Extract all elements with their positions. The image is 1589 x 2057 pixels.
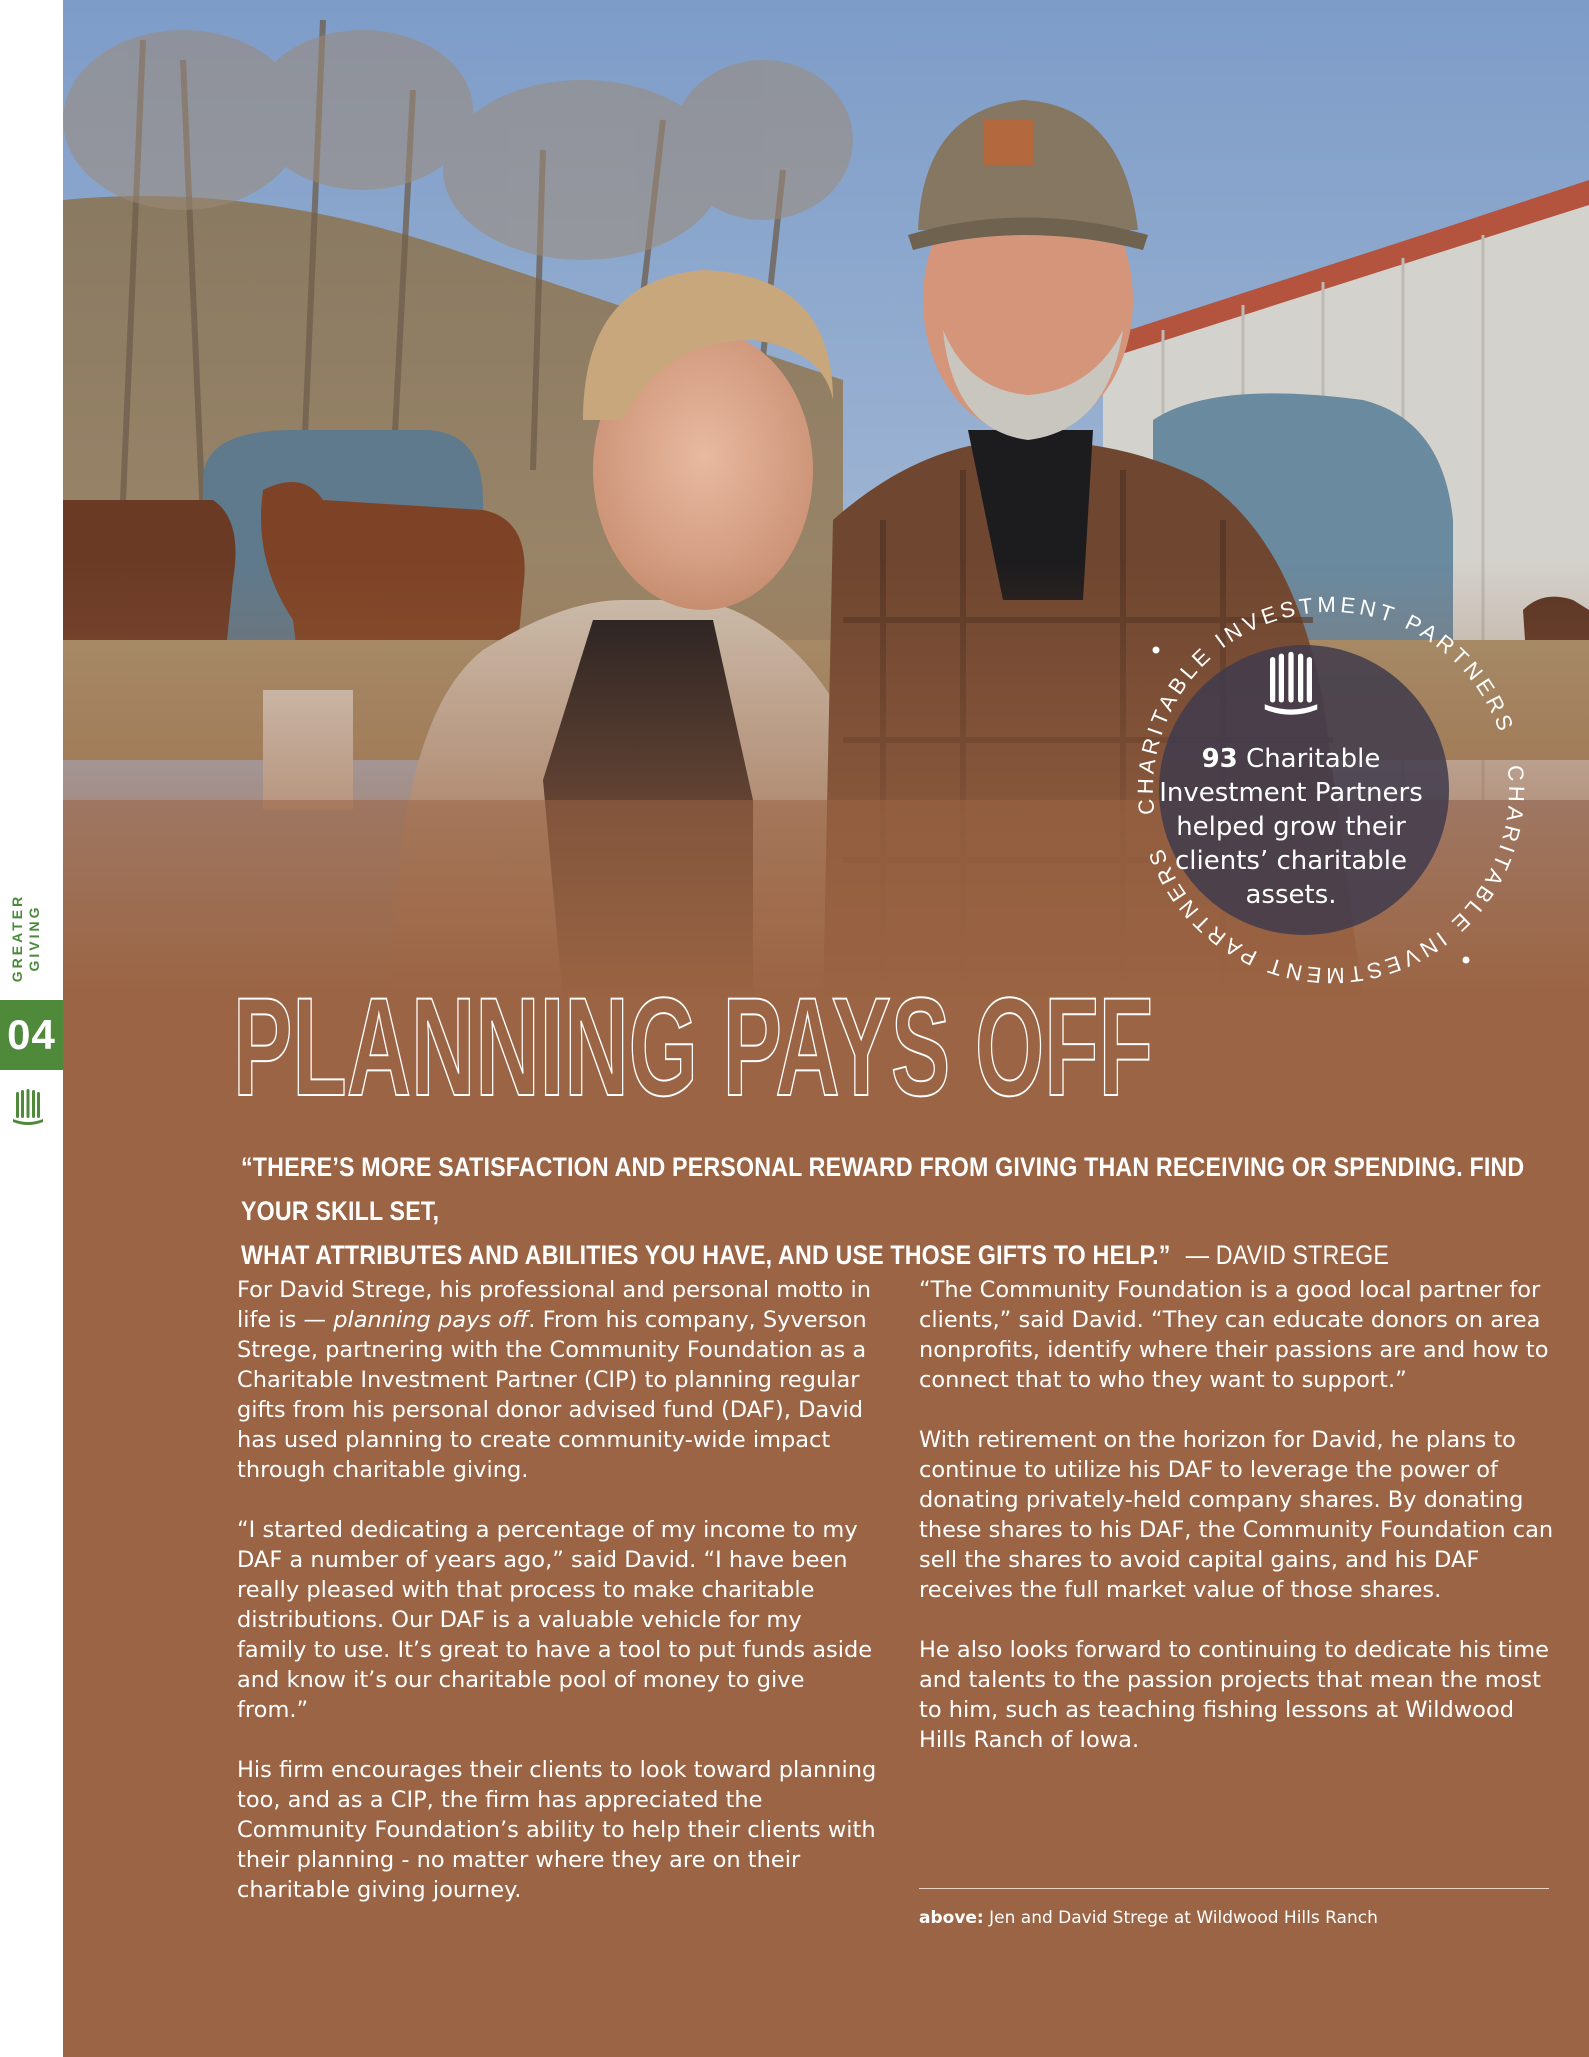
paragraph: His firm encourages their clients to look toward planning too, and as a CIP, the firm has appreciated the Community Foundation’s ability to help their clients with their planning - no matter where they are on their charitable giving journey. <box>237 1757 877 1903</box>
section-label-line1: GREATER <box>9 893 26 982</box>
foundation-columns-icon <box>12 1088 44 1128</box>
paragraph: For David Strege, his professional and personal motto in life is — planning pays off. From his company, Syverson Strege, partnering with the Community Foundation as a Charitable Investment Partner (CIP) to planning regular gifts from his personal donor advised fund (DAF), David has used planning to create community-wide impact through charitable giving. <box>237 1277 871 1483</box>
quote-attribution: — DAVID STREGE <box>1185 1240 1390 1270</box>
article-panel <box>63 0 1589 2057</box>
svg-text:CHARITABLE INVESTMENT PARTNERS: CHARITABLE INVESTMENT PARTNERS <box>1142 764 1530 989</box>
paragraph: “I started dedicating a percentage of my income to my DAF a number of years ago,” said David. “I have been really pleased with that process to make charitable distributions. Our DAF is a valuable vehicle for my family to use. It’s great to have a tool to put funds aside and know it’s our charitable pool of money to give from.” <box>237 1517 873 1723</box>
page-number: 04 <box>0 1000 63 1070</box>
caption-prefix: above: <box>919 1908 984 1928</box>
quote-line2: WHAT ATTRIBUTES AND ABILITIES YOU HAVE, AND USE THOSE GIFTS TO HELP.” <box>241 1240 1171 1270</box>
paragraph: With retirement on the horizon for David, he plans to continue to utilize his DAF to leverage the power of donating privately-held company shares. By donating these shares to his DAF, the Community Foundation can sell the shares to avoid capital gains, and his DAF receives the full market value of those shares. <box>919 1427 1554 1603</box>
article-column-left <box>237 1275 877 1935</box>
caption-divider <box>919 1888 1549 1889</box>
sidebar <box>0 0 63 2057</box>
stat-text <box>1141 742 1441 912</box>
photo-caption <box>919 1908 1378 1928</box>
stat-number: 93 <box>1201 744 1238 774</box>
stat-line3: helped grow their <box>1176 812 1406 842</box>
section-label <box>6 895 46 980</box>
headline-text: PLANNING PAYS OFF <box>233 975 1153 1115</box>
section-label-line2: GIVING <box>26 903 43 972</box>
paragraph: He also looks forward to continuing to dedicate his time and talents to the passion projects that mean the most to him, such as teaching fishing lessons at Wildwood Hills Ranch of Iowa. <box>919 1637 1549 1753</box>
stat-line2: Investment Partners <box>1159 778 1423 808</box>
caption-text: Jen and David Strege at Wildwood Hills Ranch <box>989 1908 1378 1928</box>
stat-line4: clients’ charitable <box>1175 846 1407 876</box>
paragraph: “The Community Foundation is a good local partner for clients,” said David. “They can educate donors on area nonprofits, identify where their passions are and how to connect that to who they want to support.” <box>919 1277 1549 1393</box>
foundation-columns-icon <box>1261 650 1321 720</box>
article-column-right <box>919 1275 1559 1785</box>
stat-line1: Charitable <box>1246 744 1381 774</box>
page-title <box>233 975 1233 1115</box>
svg-text:CHARITABLE INVESTMENT PARTNERS: CHARITABLE INVESTMENT PARTNERS <box>1132 591 1520 816</box>
emphasis: planning pays off <box>333 1307 529 1333</box>
stat-line5: assets. <box>1245 880 1337 910</box>
stat-badge <box>1081 540 1581 1040</box>
quote-line1: “THERE’S MORE SATISFACTION AND PERSONAL REWARD FROM GIVING THAN RECEIVING OR SPENDING. FIND YOUR SKILL SET, <box>241 1152 1525 1226</box>
pull-quote <box>241 1145 1574 1277</box>
